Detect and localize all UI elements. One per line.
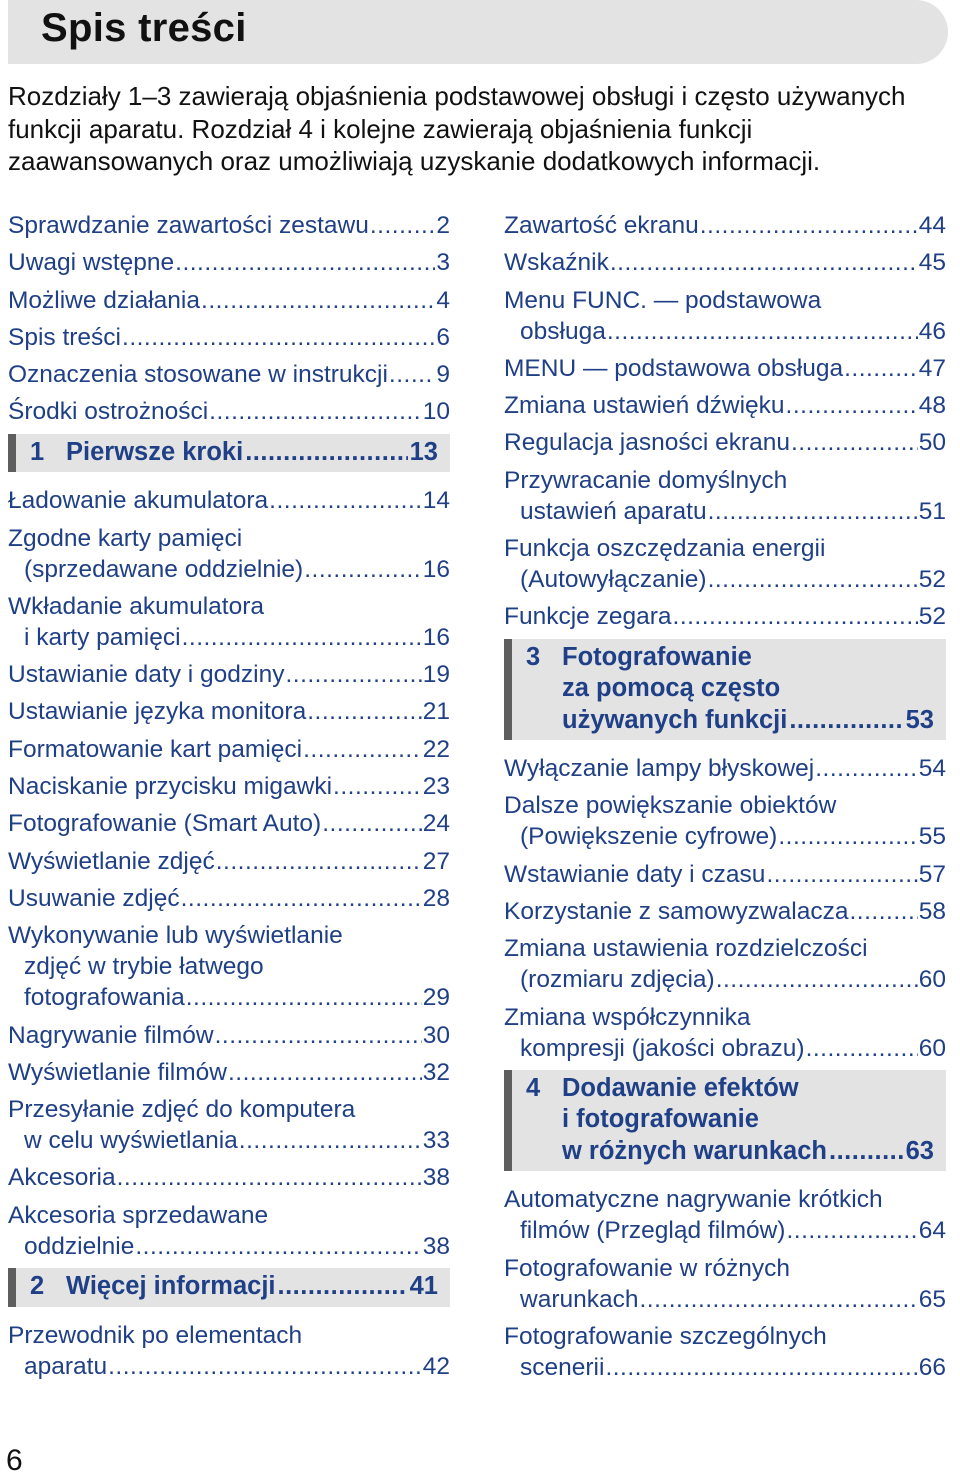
- toc-entry[interactable]: Zmiana współczynnika kompresji (jakości obrazu) ..... 60: [504, 1002, 946, 1064]
- chapter-heading-1[interactable]: 1 Pierwsze kroki ..... 13: [8, 434, 450, 473]
- toc-entry[interactable]: Oznaczenia stosowane w instrukcji ..... 9: [8, 359, 450, 390]
- toc-entry[interactable]: Ustawianie języka monitora ..... 21: [8, 696, 450, 727]
- page-number: 6: [6, 1444, 23, 1477]
- toc-entry[interactable]: Wkładanie akumulatora i karty pamięci ..... 16: [8, 591, 450, 653]
- toc-entry[interactable]: Spis treści ..... 6: [8, 322, 450, 353]
- toc-entry[interactable]: Przesyłanie zdjęć do komputera w celu wyświetlania ..... 33: [8, 1094, 450, 1156]
- toc-left-column: [8, 210, 450, 1388]
- toc-entry[interactable]: Sprawdzanie zawartości zestawu ..... 2: [8, 210, 450, 241]
- chapter-number: 1: [30, 437, 45, 466]
- chapter-heading-4[interactable]: 4 Dodawanie efektów i fotografowanie w różnych warunkach ..... 63: [504, 1070, 946, 1172]
- toc-entry[interactable]: Formatowanie kart pamięci ..... 22: [8, 734, 450, 765]
- toc-entry[interactable]: Nagrywanie filmów ..... 30: [8, 1020, 450, 1051]
- toc-entry[interactable]: Ustawianie daty i godziny ..... 19: [8, 659, 450, 690]
- toc-entry[interactable]: Wykonywanie lub wyświetlanie zdjęć w trybie łatwego fotografowania ..... 29: [8, 920, 450, 1013]
- toc-entry[interactable]: Uwagi wstępne ..... 3: [8, 247, 450, 278]
- toc-entry[interactable]: Funkcja oszczędzania energii (Autowyłączanie) ..... 52: [504, 533, 946, 595]
- toc-entry[interactable]: Przywracanie domyślnych ustawień aparatu ..... 51: [504, 465, 946, 527]
- toc-entry[interactable]: Zmiana ustawienia rozdzielczości (rozmiaru zdjęcia) ..... 60: [504, 933, 946, 995]
- toc-entry[interactable]: Akcesoria sprzedawane oddzielnie ..... 38: [8, 1200, 450, 1262]
- toc-entry[interactable]: Fotografowanie szczególnych scenerii ..... 66: [504, 1321, 946, 1383]
- chapter-number: 3: [526, 642, 541, 671]
- toc-entry[interactable]: Wyświetlanie filmów ..... 32: [8, 1057, 450, 1088]
- title-bar: [8, 0, 948, 64]
- toc-entry[interactable]: Środki ostrożności ..... 10: [8, 396, 450, 427]
- toc-entry[interactable]: Usuwanie zdjęć ..... 28: [8, 883, 450, 914]
- toc-entry[interactable]: Korzystanie z samowyzwalacza ..... 58: [504, 896, 946, 927]
- toc-entry[interactable]: Wskaźnik ..... 45: [504, 247, 946, 278]
- intro-paragraph: Rozdziały 1–3 zawierają objaśnienia podstawowej obsługi i często używanych funkcji aparatu. Rozdział 4 i kolejne zawierają objaśnienia funkcji zaawansowanych oraz umożliwiają uzyskanie dodatkowych informacji.: [8, 81, 906, 176]
- chapter-heading-2[interactable]: 2 Więcej informacji ..... 41: [8, 1268, 450, 1307]
- toc-entry[interactable]: Dalsze powiększanie obiektów (Powiększenie cyfrowe) ..... 55: [504, 790, 946, 852]
- toc-entry[interactable]: Regulacja jasności ekranu ..... 50: [504, 427, 946, 458]
- toc-entry[interactable]: Wstawianie daty i czasu ..... 57: [504, 859, 946, 890]
- toc-entry[interactable]: Wyłączanie lampy błyskowej ..... 54: [504, 753, 946, 784]
- toc-entry[interactable]: Fotografowanie w różnych warunkach ..... 65: [504, 1253, 946, 1315]
- chapter-heading-3[interactable]: 3 Fotografowanie za pomocą często używanych funkcji ..... 53: [504, 639, 946, 741]
- chapter-number: 4: [526, 1073, 541, 1102]
- toc-entry[interactable]: Możliwe działania ..... 4: [8, 285, 450, 316]
- toc-entry[interactable]: Zmiana ustawień dźwięku ..... 48: [504, 390, 946, 421]
- page-title: Spis treści: [41, 6, 247, 50]
- toc-entry[interactable]: Menu FUNC. — podstawowa obsługa ..... 46: [504, 285, 946, 347]
- toc-entry[interactable]: Przewodnik po elementach aparatu ..... 42: [8, 1320, 450, 1382]
- toc-entry[interactable]: Automatyczne nagrywanie krótkich filmów (Przegląd filmów) ..... 64: [504, 1184, 946, 1246]
- chapter-number: 2: [30, 1272, 45, 1301]
- toc-entry[interactable]: Wyświetlanie zdjęć ..... 27: [8, 846, 450, 877]
- toc-entry[interactable]: Naciskanie przycisku migawki ..... 23: [8, 771, 450, 802]
- toc-entry[interactable]: Ładowanie akumulatora ..... 14: [8, 485, 450, 516]
- toc-entry[interactable]: Funkcje zegara ..... 52: [504, 601, 946, 632]
- toc-entry[interactable]: Zgodne karty pamięci (sprzedawane oddzielnie) ..... 16: [8, 523, 450, 585]
- toc-entry[interactable]: Zawartość ekranu ..... 44: [504, 210, 946, 241]
- toc-entry[interactable]: Fotografowanie (Smart Auto) ..... 24: [8, 808, 450, 839]
- toc-entry[interactable]: Akcesoria ..... 38: [8, 1162, 450, 1193]
- toc-right-column: [504, 210, 946, 1389]
- toc-entry[interactable]: MENU — podstawowa obsługa ..... 47: [504, 353, 946, 384]
